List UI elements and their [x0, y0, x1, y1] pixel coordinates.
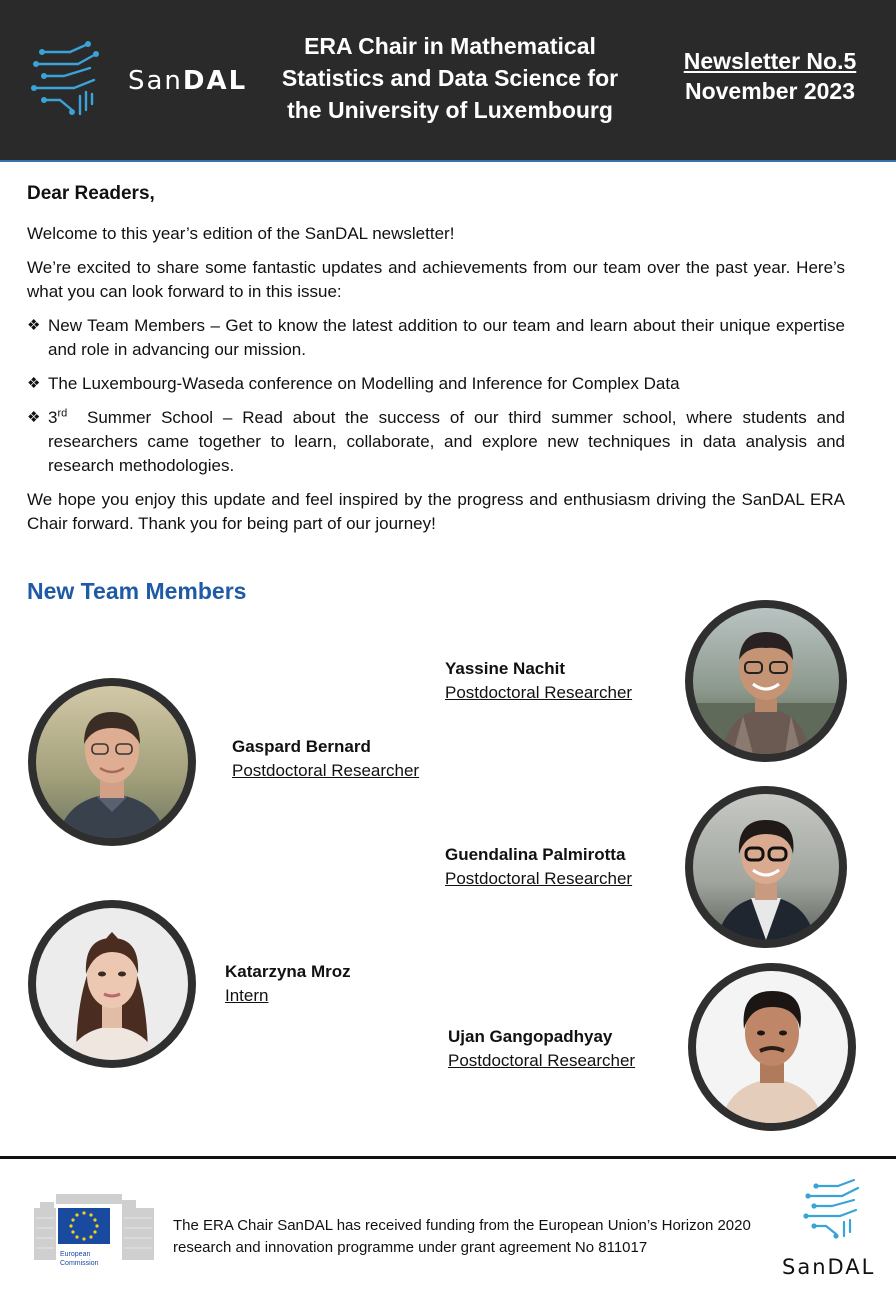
member-photo-ujan: [688, 963, 856, 1131]
diamond-bullet-icon: ❖: [27, 375, 41, 392]
header-title: ERA Chair in Mathematical Statistics and Data Science for the University of Luxembourg: [281, 33, 619, 123]
member-name: Guendalina Palmirotta: [445, 845, 626, 864]
member-photo-yassine: [685, 600, 847, 762]
footer-divider: [0, 1156, 896, 1159]
portrait-icon: [36, 908, 188, 1060]
portrait-icon: [693, 608, 839, 754]
member-role: Intern: [225, 986, 269, 1005]
member-photo-guendalina: [685, 786, 847, 948]
footer-logo-text: SanDAL: [782, 1255, 876, 1279]
closing-paragraph: We hope you enjoy this update and feel inspired by the progress and enthusiasm driving the SanDAL ERA Chair forward. Thank you for being part of our journey!: [27, 490, 845, 533]
member-name: Ujan Gangopadhyay: [448, 1027, 613, 1046]
portrait-icon: [696, 971, 848, 1123]
section-title: New Team Members: [27, 578, 247, 604]
member-name: Yassine Nachit: [445, 659, 566, 678]
list-item: ❖ 3rd Summer School – Read about the success of our third summer school, where students and researchers came together to learn, collaborate, and explore new techniques in data analysis and research methodologies.: [27, 407, 845, 475]
diamond-bullet-icon: ❖: [27, 409, 41, 426]
logo-text: SanDAL: [128, 66, 248, 96]
funding-statement: The ERA Chair SanDAL has received funding from the European Union’s Horizon 2020 research and innovation programme under grant agreement No 811017: [173, 1217, 751, 1256]
list-item: ❖ The Luxembourg-Waseda conference on Modelling and Inference for Complex Data: [27, 372, 845, 396]
member-photo-katarzyna: [28, 900, 196, 1068]
portrait-icon: [36, 686, 188, 838]
member-name: Gaspard Bernard: [232, 737, 371, 756]
intro-section: [27, 182, 845, 546]
newsletter-date: November 2023: [684, 78, 856, 104]
member-role: Postdoctoral Researcher: [232, 761, 420, 780]
welcome-paragraph: Welcome to this year’s edition of the SanDAL newsletter!: [27, 224, 455, 243]
member-role: Postdoctoral Researcher: [445, 683, 633, 702]
member-photo-gaspard: [28, 678, 196, 846]
issue-contents-list: [27, 314, 845, 478]
newsletter-number: Newsletter No.5: [683, 48, 857, 74]
excited-paragraph: We’re excited to share some fantastic updates and achievements from our team over the past year. Here’s what you can look forward to in this issue:: [27, 258, 845, 301]
eu-label: European Commission: [60, 1251, 99, 1267]
member-name: Katarzyna Mroz: [225, 962, 351, 981]
diamond-bullet-icon: ❖: [27, 317, 41, 334]
greeting: Dear Readers,: [27, 183, 155, 204]
newsletter-header: [0, 0, 896, 162]
sandal-logo: [30, 38, 260, 124]
member-role: Postdoctoral Researcher: [448, 1051, 636, 1070]
member-role: Postdoctoral Researcher: [445, 869, 633, 888]
european-commission-logo: [34, 1190, 154, 1278]
list-item: ❖ New Team Members – Get to know the latest addition to our team and learn about their unique expertise and role in advancing our mission.: [27, 316, 845, 359]
circuit-logo-icon: [30, 38, 110, 124]
newsletter-issue: [660, 46, 880, 106]
portrait-icon: [693, 794, 839, 940]
circuit-logo-icon: [778, 1178, 878, 1250]
